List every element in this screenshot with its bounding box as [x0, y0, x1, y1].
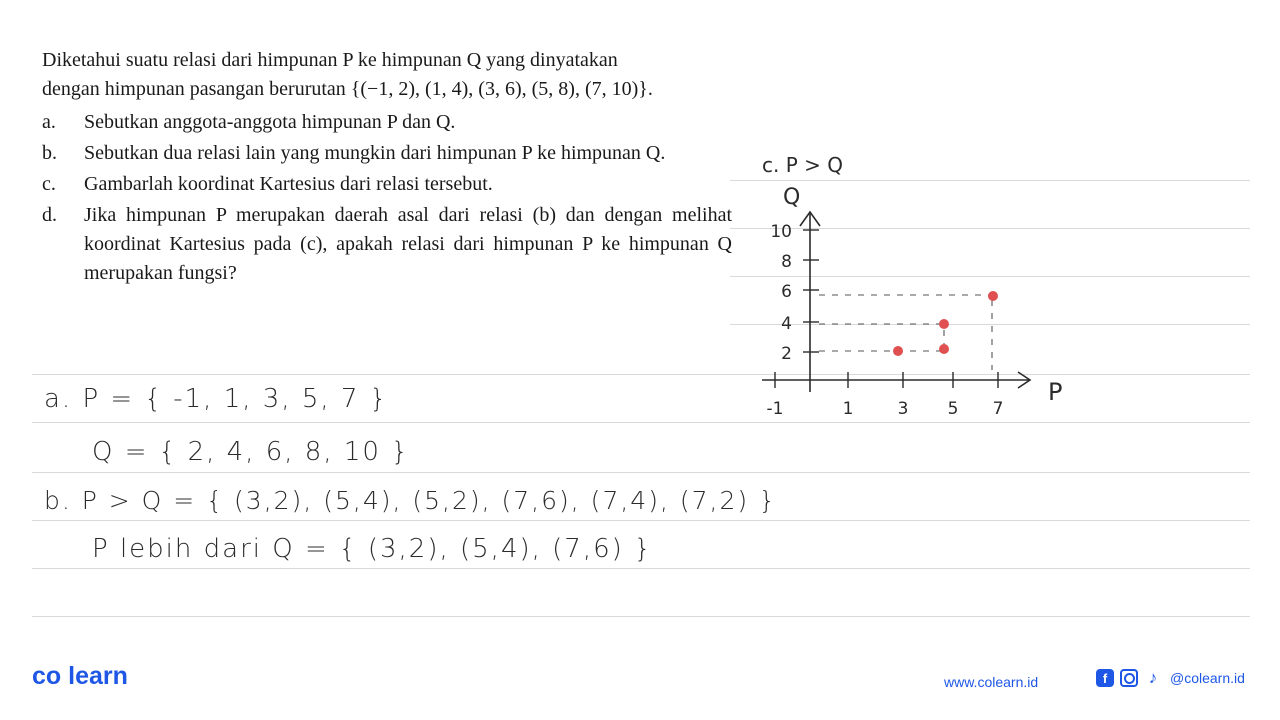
y-tick-label: 2	[781, 344, 792, 364]
x-tick-label: 7	[992, 399, 1004, 419]
rule-line	[32, 520, 1250, 521]
x-tick-label: 1	[842, 399, 854, 419]
question-letter: a.	[42, 111, 56, 133]
social-links	[1096, 669, 1245, 687]
y-axis-arrow	[800, 212, 820, 226]
rule-line	[32, 374, 1250, 375]
question-b	[42, 139, 732, 168]
rule-line	[32, 422, 1250, 423]
y-tick-label: 8	[781, 252, 792, 272]
tiktok-icon[interactable]: ♪	[1148, 668, 1158, 687]
plotted-point	[988, 291, 998, 301]
y-tick-label: 4	[781, 314, 792, 334]
x-tick-label: 5	[947, 399, 959, 419]
question-c	[42, 170, 732, 199]
y-ticks	[770, 222, 819, 364]
question-text: Sebutkan anggota-anggota himpunan P dan Q.	[84, 111, 456, 133]
question-text: Sebutkan dua relasi lain yang mungkin dari himpunan P ke himpunan Q.	[84, 142, 666, 164]
rule-line	[32, 568, 1250, 569]
footer-url[interactable]: www.colearn.id	[944, 674, 1039, 690]
graph-title: c. P > Q	[762, 153, 843, 177]
rule-line	[32, 616, 1250, 617]
answer-q: Q = { 2, 4, 6, 8, 10 }	[92, 437, 410, 467]
question-letter: b.	[42, 142, 57, 164]
rule-line	[730, 228, 1250, 229]
question-d	[42, 201, 732, 288]
guide-lines	[819, 295, 992, 370]
plotted-point	[939, 344, 949, 354]
facebook-icon[interactable]: f	[1096, 669, 1114, 687]
plotted-point	[893, 346, 903, 356]
rule-line	[730, 324, 1250, 325]
problem-intro	[42, 46, 732, 104]
answer-b: b. P > Q = { (3,2), (5,4), (5,2), (7,6), (7,4), (7,2) }	[44, 486, 777, 515]
problem-statement	[42, 46, 732, 290]
question-letter: d.	[42, 204, 57, 226]
question-text: Gambarlah koordinat Kartesius dari relasi tersebut.	[84, 173, 493, 195]
rule-line	[730, 180, 1250, 181]
x-tick-label: -1	[766, 399, 784, 419]
instagram-icon[interactable]	[1120, 669, 1138, 687]
intro-line-1: Diketahui suatu relasi dari himpunan P ke himpunan Q yang dinyatakan	[42, 49, 618, 71]
x-tick-label: 3	[897, 399, 909, 419]
answer-a: a. P = { -1, 1, 3, 5, 7 }	[44, 384, 389, 414]
axis-label-p: P	[1048, 378, 1063, 406]
question-a	[42, 108, 732, 137]
rule-line	[32, 472, 1250, 473]
intro-line-2: dengan himpunan pasangan berurutan {(−1, 2), (1, 4), (3, 6), (5, 8), (7, 10)}.	[42, 78, 653, 100]
rule-line	[730, 276, 1250, 277]
x-ticks	[767, 372, 1004, 419]
colearn-logo	[32, 662, 128, 691]
question-text: Jika himpunan P merupakan daerah asal dari relasi (b) dan dengan melihat koordinat Kartesius pada (c), apakah relasi dari himpunan P ke himpunan Q merupakan fungsi?	[84, 204, 732, 284]
answer-lebih: P lebih dari Q = { (3,2), (5,4), (7,6) }	[92, 534, 653, 564]
question-letter: c.	[42, 173, 56, 195]
social-handle[interactable]: @colearn.id	[1170, 670, 1245, 686]
y-tick-label: 10	[770, 222, 792, 242]
axis-label-q: Q	[783, 185, 801, 210]
y-tick-label: 6	[781, 282, 792, 302]
logo-text: co learn	[32, 662, 128, 690]
